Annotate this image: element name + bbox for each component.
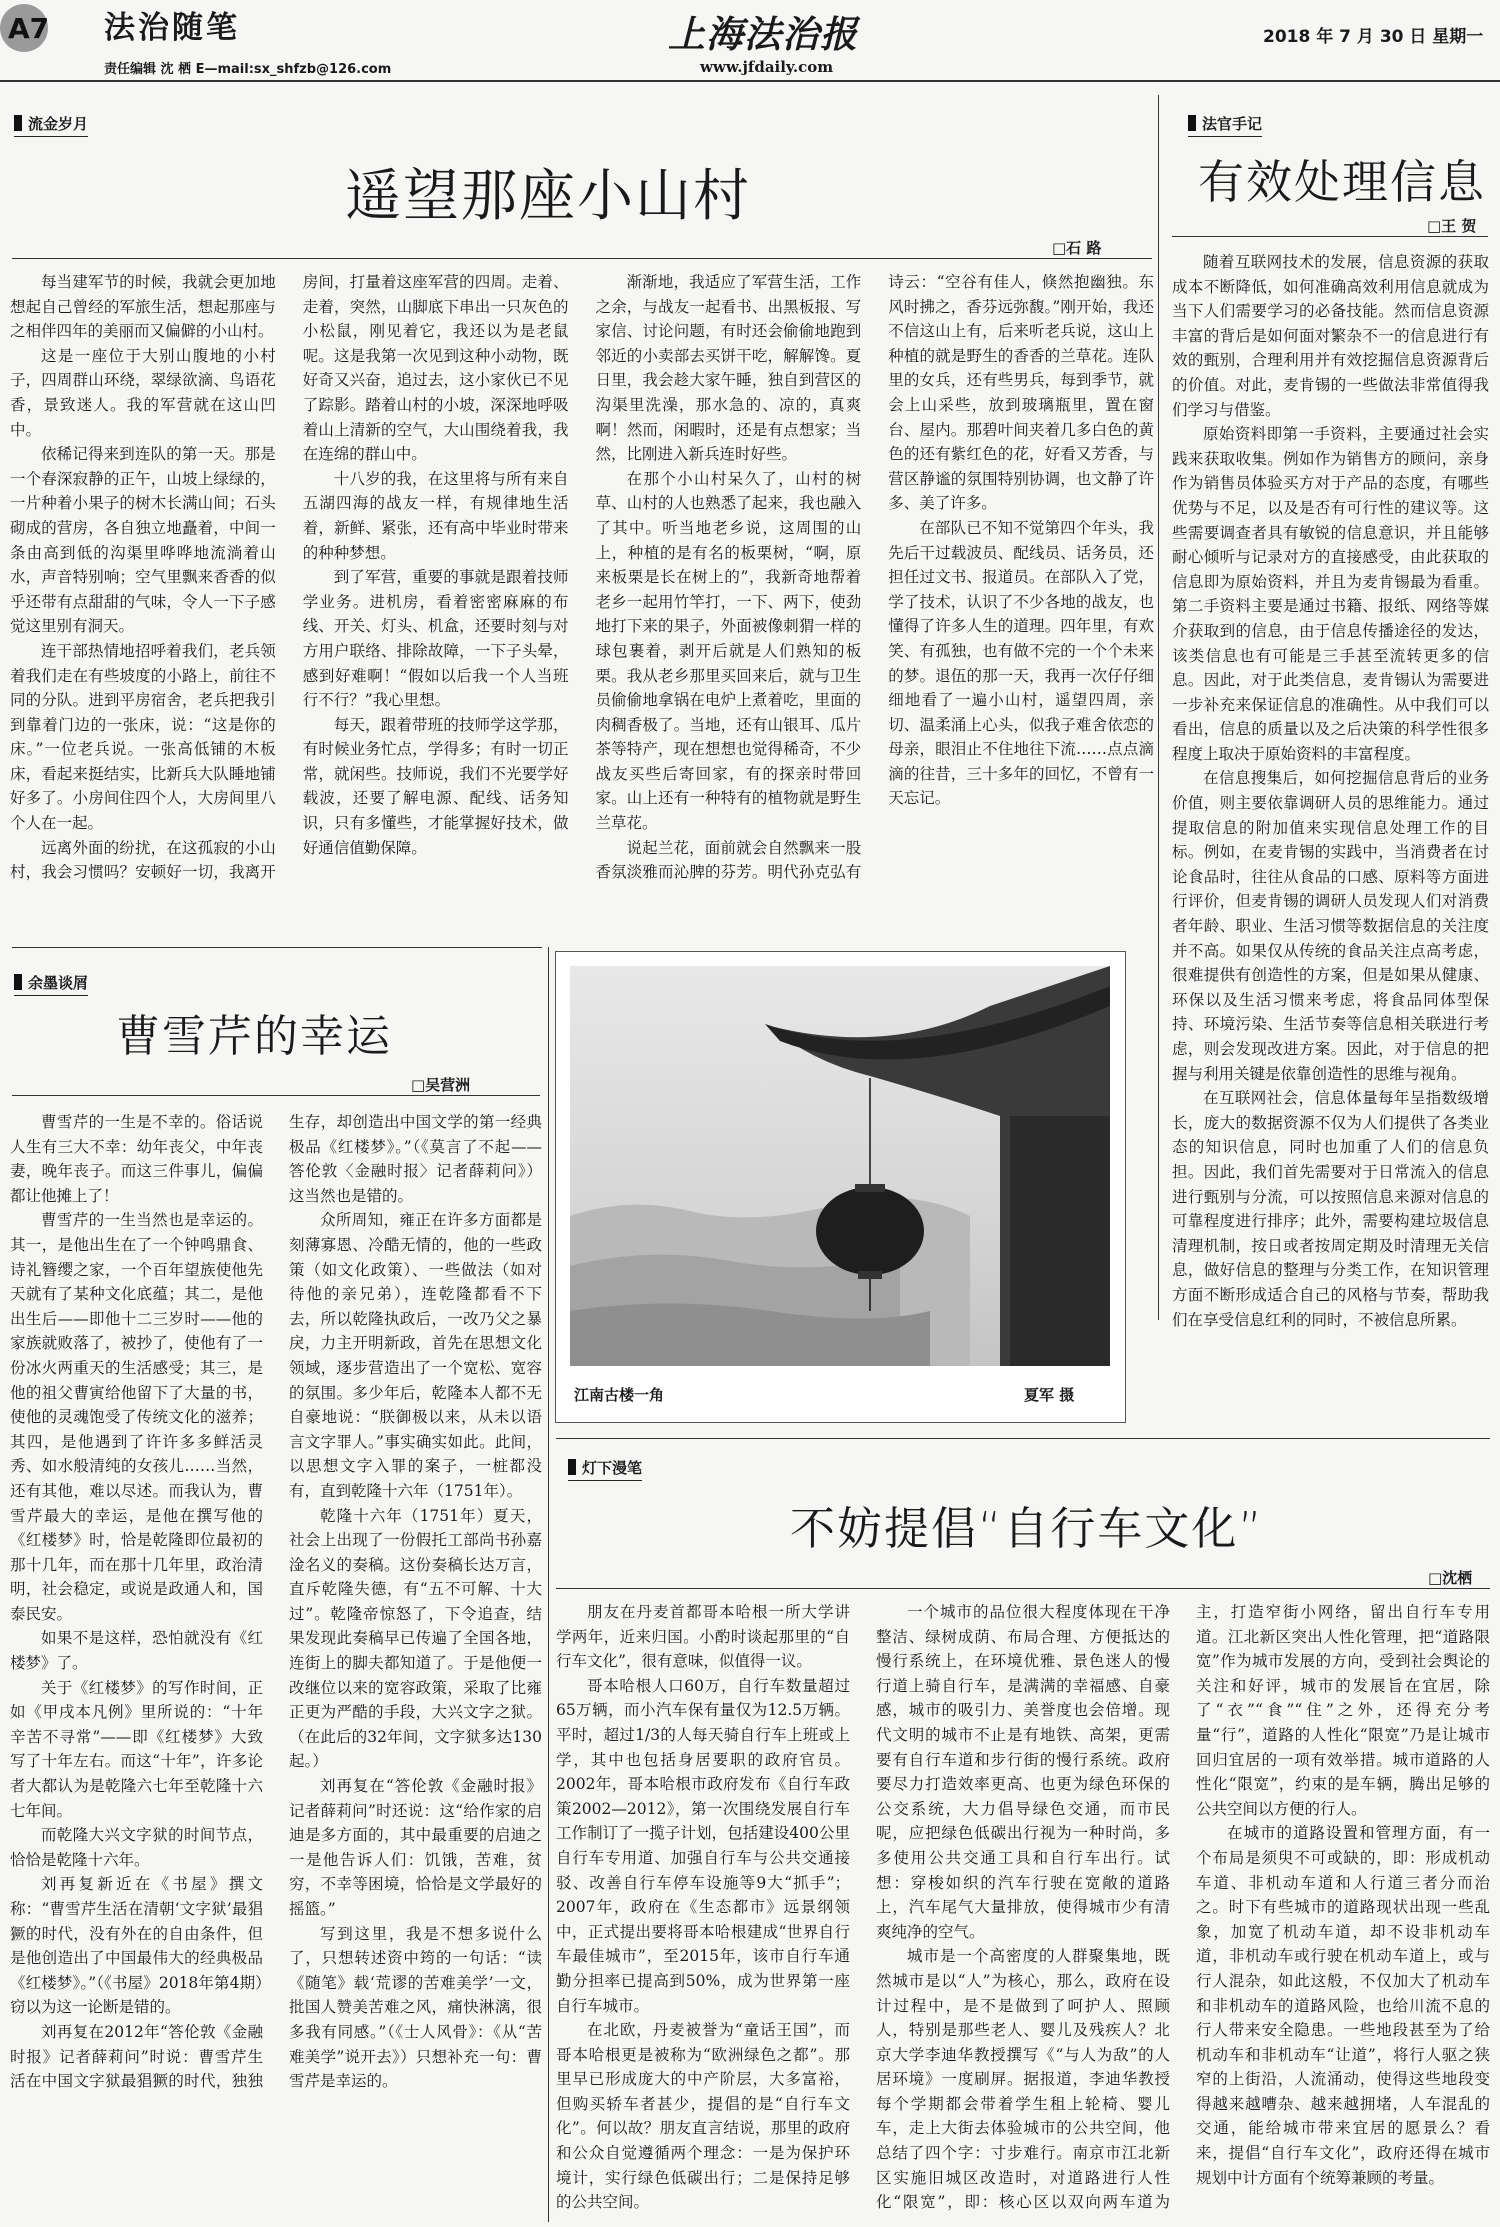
paragraph: 这是一座位于大别山腹地的小村子，四周群山环绕，翠绿欲滴、鸟语花香，景致迷人。我的军营就在这山凹中。 [10, 346, 276, 439]
paragraph: 在北欧，丹麦被誉为“童话王国”，而哥本哈根更是被称为“欧洲绿色之都”。那里早已形成庞大的中产阶层，大多富裕，但购买轿车者甚少，提倡的是“自行车文化”。何以故？朋友直言结说，那里的政府和公众自觉遵循两个理念：一是为保护环境计，实行绿色低碳出行；二是保持足够的公共空间。 [556, 2021, 850, 2212]
headline-youxiao: 有效处理信息 [1198, 155, 1486, 209]
vertical-rule-a3-a4 [548, 947, 549, 2222]
headline-zixingche: 不妨提倡“自行车文化” [790, 1502, 1264, 1555]
page-number-badge [0, 0, 58, 58]
paragraph: 说起兰花，面前就会自然飘来一股香氛淡雅而沁脾的芬芳。明代孙克弘有诗云：“空谷有佳人，倏然抱幽独。东风时拂之，香芬远弥馥。”刚开始，我还不信这山上有，后来听老兵说，这山上种植的就是野生的香香的兰草花。连队里的女兵，还有些男兵，每到季节，就会上山采些，放到玻璃瓶里，置在窗台、屋内。那碧叶间夹着几多白色的黄色的还有紫红色的花，好看又芳香，与营区静谧的氛围特别协调，也文静了许多、美了许多。 [595, 273, 1154, 882]
byline-shenqi: □沈栖 [1428, 1569, 1473, 1587]
paragraph: 乾隆十六年（1751年）夏天，社会上出现了一份假托工部尚书孙嘉淦名义的奏稿。这份奏稿长达万言，直斥乾隆失德，有“五不可解、十大过”。乾隆帝惊怒了，下令追查，结果发现此奏稿早已传遍了全国各地，连街上的脚夫都知道了。于是他便一改继位以来的宽容政策，采取了比雍正更为严酷的手段，大兴文字之狱。（在此后的32年间，文字狱多达130起。） [289, 1506, 542, 1771]
photo-pavilion-lantern [570, 966, 1110, 1366]
byline-shilu: □石 路 [1052, 239, 1102, 257]
column-name: 法官手记 [1202, 115, 1263, 133]
separator-a1 [12, 947, 542, 948]
section-title: 法治随笔 [104, 10, 240, 46]
article-body-zixingche [556, 1600, 1490, 2220]
paragraph: 关于《红楼梦》的写作时间，正如《甲戌本凡例》里所说的：“十年辛苦不寻常”——即《红楼梦》大致写了十年左右。而这“十年”，许多论者大都认为是乾隆六七年至乾隆十六七年间。 [10, 1678, 263, 1820]
paragraph: 刘再复在2012年“答伦敦《金融时报》记者薛莉问”时说：曹雪芹生活在中国文字狱最猖獗的时代，独独生存，却创造出中国文学的第一经典极品《红楼梦》。”（《莫言了不起——答伦敦〈金融时报〉记者薛莉问》）这当然也是错的。 [10, 1113, 542, 2091]
paragraph: 在信息搜集后，如何挖掘信息背后的业务价值，则主要依靠调研人员的思维能力。通过提取信息的附加值来实现信息处理工作的目标。例如，在麦肯锡的实践中，当消费者在讨论食品时，往往从食品的口感、原料等方面进行评价，但麦肯锡的调研人员发现人们对消费者年龄、职业、生活习惯等数据信息的关注度并不高。如果仅从传统的食品关注点高考虑，很难提供有创造性的方案，但是如果从健康、环保以及生活习惯来考虑，将食品同体型保持、环境污染、生活节奏等信息相关联进行考虑，则会发现改进方案。因此，对于信息的把握与利用关键是依靠创造性的思维与视角。 [1172, 769, 1489, 1083]
article-body-caoxueqin [10, 1110, 542, 2220]
article-body-yaowang [10, 270, 1154, 920]
paragraph: 写到这里，我是不想多说什么了，只想转述资中筠的一句话：“读《随笔》载‘荒谬的苦难美学’一文，批国人赞美苦难之风，痛快淋漓，很多我有同感。”（《士人风骨》：《从“苦难美学”说开去》）只想补充一句：曹雪芹是幸运的。 [289, 1924, 542, 2091]
paragraph: 曹雪芹的一生当然也是幸运的。其一，是他出生在了一个钟鸣鼎食、诗礼簪缨之家，一个百年望族使他先天就有了某种文化底蕴；其二，是他出生后——即他十二三岁时——他的家族就败落了，被抄了，使他有了一份冰火两重天的生活感受；其三，是他的祖父曹寅给他留下了大量的书，使他的灵魂饱受了传统文化的滋养；其四，是他遇到了许许多多鲜活灵秀、如水般清纯的女孩儿……当然，还有其他，难以尽述。而我认为，曹雪芹最大的幸运，是他在撰写他的《红楼梦》时，恰是乾隆即位最初的那十几年，而在那十几年里，政治清明，社会稳定，或说是政通人和，国泰民安。 [10, 1211, 263, 1623]
photo-credit: 夏军 摄 [1024, 1386, 1075, 1404]
paragraph: 原始资料即第一手资料，主要通过社会实践来获取收集。例如作为销售方的顾问，亲身作为销售员体验买方对于产品的态度，有哪些优势与不足，以及是否有可行性的建议等。这些需要调查者具有敏锐的信息意识，并且能够耐心倾听与记录对方的直接感受，由此获取的信息即为原始资料，并且为麦肯锡最为看重。第二手资料主要是通过书籍、报纸、网络等媒介获取到的信息，由于信息传播途径的发达，该类信息也有可能是三手甚至流转更多的信息。因此，对于此类信息，麦肯锡认为需要进一步补充来保证信息的准确性。从中我们可以看出，信息的质量以及之后决策的科学性很多程度上取决于原始资料的丰富程度。 [1172, 425, 1489, 763]
paragraph: 连干部热情地招呼着我们，老兵领着我们走在有些坡度的小路上，前往不同的分队。进到平房宿舍，老兵把我引到靠着门边的一张床，说：“这是你的床。”一位老兵说。一张高低铺的木板床，看起来挺结实，比新兵大队睡地铺好多了。小房间住四个人，大房间里八个人在一起。 [10, 641, 276, 833]
paragraph: 每当建军节的时候，我就会更加地想起自己曾经的军旅生活，想起那座与之相伴四年的美丽而又偏僻的小山村。 [10, 273, 276, 341]
headline-caoxueqin: 曹雪芹的幸运 [116, 1011, 392, 1062]
paragraph: 在城市的道路设置和管理方面，有一个布局是须臾不可或缺的，即：形成机动车道、非机动车道和人行道三者分而治之。时下有些城市的道路现状出现一些乱象，加宽了机动车道，却不设非机动车道，非机动车或行驶在机动车道上，或与行人混杂，如此这般，不仅加大了机动车和非机动车的道路风险，也给川流不息的行人带来安全隐患。一些地段甚至为了给机动车和非机动车“让道”，将行人驱之狭窄的上街沿，人流涌动，使得这些地段变得越来越嘈杂、越来越拥堵，人车混乱的交通，能给城市带来宜居的愿景么？看来，提倡“自行车文化”，政府还得在城市规划中计方面有个统筹兼顾的考量。 [1196, 1824, 1490, 2187]
issue-date: 2018 年 7 月 30 日 星期一 [1263, 27, 1484, 47]
paragraph: 曹雪芹的一生是不幸的。俗话说人生有三大不幸：幼年丧父，中年丧妻，晚年丧子。而这三件事儿，偏偏都让他摊上了！ [10, 1113, 263, 1205]
paragraph: 到了军营，重要的事就是跟着技师学业务。进机房，看着密密麻麻的布线、开关、灯头、机盒，还要时刻与对方用户联络、排除故障，一下子头晕，感到好难啊！“假如以后我一个人当班行不行？”我心里想。 [302, 568, 569, 710]
column-name: 流金岁月 [28, 115, 89, 133]
paragraph: 随着互联网技术的发展，信息资源的获取成本不断降低，如何准确高效利用信息就成为当下人们需要学习的必备技能。然而信息资源丰富的背后是如何面对繁杂不一的信息进行有效的甄别，合理利用并有效挖掘信息资源背后的价值。对此，麦肯锡的一些做法非常值得我们学习与借鉴。 [1172, 253, 1489, 419]
headline-rule-4 [556, 1588, 1490, 1589]
paragraph: 哥本哈根人口60万，自行车数量超过65万辆，而小汽车保有量仅为12.5万辆。平时，超过1/3的人每天骑自行车上班或上学，其中也包括身居要职的政府官员。2002年，哥本哈根市政府发布《自行车政策2002—2012》，第一次围绕发展自行车工作制订了一揽子计划，包括建设400公里自行车专用道、加强自行车与公共交通接驳、改善自行车停车设施等9大“抓手”；2007年，政府在《生态都市》远景纲领中，正式提出要将哥本哈根建成“世界自行车最佳城市”，至2015年，该市自行车通勤分担率已提高到50%，成为世界第一座自行车城市。 [556, 1676, 850, 2015]
paragraph: 十八岁的我，在这里将与所有来自五湖四海的战友一样，有规律地生活着，新鲜、紧张，还有高中毕业时带来的种种梦想。 [302, 469, 569, 562]
paragraph: 朋友在丹麦首都哥本哈根一所大学讲学两年，近来归国。小酌时谈起那里的“自行车文化”，很有意味，似值得一议。 [556, 1603, 850, 1671]
website: www.jfdaily.com [700, 58, 834, 76]
paragraph: 远离外面的纷扰，在这孤寂的小山村，我会习惯吗？安顿好一切，我离开房间，打量着这座军营的四周。走着、走着，突然，山脚底下串出一只灰色的小松鼠，刚见着它，我还以为是老鼠呢。这是我第一次见到这种小动物，既好奇又兴奋，追过去，这小家伙已不见了踪影。踏着山村的小坡，深深地呼吸着山上清新的空气，大山围绕着我，我在连绵的群山中。 [10, 273, 569, 882]
column-label-dengxia [574, 1457, 642, 1478]
column-label-yumo [20, 972, 88, 993]
photo-frame [555, 951, 1126, 1423]
paragraph: 渐渐地，我适应了军营生活，工作之余，与战友一起看书、出黑板报、写家信、讨论问题，有时还会偷偷地跑到邻近的小卖部去买饼干吃，解解馋。夏日里，我会趁大家午睡，独自到营区的沟渠里洗澡，那水急的、凉的，真爽啊！然而，闲暇时，还是有点想家；当然，比刚进入新兵连时好些。 [595, 273, 862, 464]
page-number: A7 [8, 12, 50, 45]
paragraph: 众所周知，雍正在许多方面都是刻薄寡恩、冷酷无情的，他的一些政策（如文化政策）、一些做法（如对待他的亲兄弟），连乾隆都看不下去，所以乾隆执政后，一改乃父之暴戾，力主开明新政，首先在思想文化领域，逐步营造出了一个宽松、宽容的氛围。多少年后，乾隆本人都不无自豪地说：“朕御极以来，从未以语言文字罪人。”事实确实如此。此间，以思想文字入罪的案子，一桩都没有，直到乾隆十六年（1751年）。 [289, 1211, 542, 1500]
byline-wuyingzhou: □吴营洲 [411, 1076, 471, 1094]
column-name: 余墨谈屑 [28, 974, 89, 992]
headline-rule-3 [12, 1095, 540, 1096]
separator-a4 [556, 1438, 1490, 1439]
photo-caption: 江南古楼一角 [574, 1386, 665, 1404]
headline-yaowang: 遥望那座小山村 [345, 164, 751, 229]
column-label-liujin [20, 113, 88, 134]
paragraph: 在那个小山村呆久了，山村的树草、山村的人也熟悉了起来，我也融入了其中。听当地老乡说，这周围的山上，种植的是有名的板栗树，“啊，原来板栗是长在树上的”，我新奇地帮着老乡一起用竹竿打，一下、两下，使劲地打下来的果子，外面被像刺猬一样的球包裹着，剥开后就是人们熟知的板栗。我从老乡那里买回来后，就与卫生员偷偷地拿锅在电炉上煮着吃，里面的肉稠香极了。当地，还有山银耳、瓜片茶等特产，现在想想也觉得稀奇，不少战友买些后寄回家，有的探亲时带回家。山上还有一种特有的植物就是野生兰草花。 [595, 469, 862, 833]
paragraph: 如果不是这样，恐怕就没有《红楼梦》了。 [10, 1629, 263, 1673]
column-label-faguan [1194, 113, 1262, 134]
paragraph: 城市是一个高密度的人群聚集地，既然城市是以“人”为核心，那么，政府在设计过程中，是不是做到了呵护人、照顾人，特别是那些老人、婴儿及残疾人？北京大学李迪华教授撰写《“与人为敌”的人居环境》一度刷屏。据报道，李迪华教授每个学期都会带着学生租上轮椅、婴儿车，走上大街去体验城市的公共空间，他总结了四个字：寸步难行。南京市江北新区实施旧城区改造时，对道路进行人性化“限宽”，即：核心区以双向两车道为主，打造窄街小网络，留出自行车专用道。江北新区突出人性化管理，把“道路限宽”作为城市发展的方向，受到社会舆论的关注和好评，城市的发展旨在宜居，除了“衣”“食”“住”之外，还得充分考量“行”，道路的人性化“限宽”乃是让城市回归宜居的一项有效举措。城市道路的人性化“限宽”，约束的是车辆，腾出足够的公共空间以方便的行人。 [876, 1603, 1490, 2212]
paragraph: 刘再复新近在《书屋》撰文称：“曹雪芹生活在清朝‘文字狱’最猖獗的时代，没有外在的自由条件，但是他创造出了中国最伟大的经典极品《红楼梦》。”（《书屋》2018年第4期）窃以为这一论断是错的。 [10, 1875, 263, 2017]
paragraph: 在互联网社会，信息体量每年呈指数级增长，庞大的数据资源不仅为人们提供了各类业态的知识信息，同时也加重了人们的信息负担。因此，我们首先需要对于日常流入的信息进行甄别与分流，可以按照信息来源对信息的可靠程度进行排序；此外，需要构建垃圾信息清理机制，按日或者按周定期及时清理无关信息，做好信息的整理与分类工作，在知识管理方面不断形成适合自己的风格与节奏，帮助我们在享受信息红利的同时，不被信息所累。 [1172, 1089, 1489, 1329]
paragraph: 而乾隆大兴文字狱的时间节点，恰恰是乾隆十六年。 [10, 1826, 263, 1869]
paragraph: 每天，跟着带班的技师学这学那，有时候业务忙点，学得多；有时一切正常，就闲些。技师说，我们不光要学好载波，还要了解电源、配线、话务知识，只有多懂些，才能掌握好技术，做好通信值勤保障。 [302, 715, 569, 857]
paragraph: 一个城市的品位很大程度体现在干净整洁、绿树成荫、布局合理、方便抵达的慢行系统上，在环境优雅、景色迷人的慢行道上骑自行车，是满满的幸福感、自豪感，城市的吸引力、美誉度也会倍增。现代文明的城市不止是有地铁、高架，更需要有自行车道和步行街的慢行系统。政府要尽力打造效率更高、也更为绿色环保的公交系统，大力倡导绿色交通，而市民呢，应把绿色低碳出行视为一种时尚，多多使用公共交通工具和自行车出行。试想：穿梭如织的汽车行驶在宽敞的道路上，汽车尾气大量排放，使得城市少有清爽纯净的空气。 [876, 1603, 1170, 1941]
right-column-rule [1158, 95, 1159, 1320]
newspaper-logo: 上海法治报 [668, 12, 858, 56]
paragraph: 在部队已不知不觉第四个年头，我先后干过载波员、配线员、话务员，还担任过文书、报道员。在部队入了党，学了技术，认识了不少各地的战友，也懂得了许多人生的道理。四年里，有欢笑、有孤独，也有做不完的一个个未来的梦。退伍的那一天，我再一次仔仔细细地看了一遍小山村，遥望四周，亲切、温柔涌上心头，似我子难舍依恋的母亲，眼泪止不住地往下流……点点滴滴的往昔，三十多年的回忆，不曾有一天忘记。 [888, 518, 1154, 808]
headline-rule-1 [12, 258, 1152, 259]
article-body-youxiao [1172, 250, 1489, 1329]
byline-wanghe: □王 贺 [1427, 217, 1477, 235]
editor-line: 责任编辑 沈 栖 E—mail:sx_shfzb@126.com [104, 62, 392, 77]
masthead-rule [0, 80, 1500, 82]
column-name: 灯下漫笔 [582, 1459, 643, 1477]
paragraph: 依稀记得来到连队的第一天。那是一个春深寂静的正午，山坡上绿绿的，一片种着小果子的树木长满山间；石头砌成的营房，各自独立地矗着，中间一条由高到低的沟渠里哗哗地流淌着山水，声音特别响；空气里飘来香香的似乎还带有点甜甜的气味，令人一下子感觉这里别有洞天。 [10, 445, 276, 636]
paragraph: 刘再复在“答伦敦《金融时报》记者薛莉问”时还说：这“给作家的启迪是多方面的，其中最重要的启迪之一是他告诉人们：饥饿，苦难，贫穷，不幸等困境，恰恰是文学最好的摇篮。” [289, 1777, 542, 1918]
headline-rule-2 [1172, 236, 1488, 237]
